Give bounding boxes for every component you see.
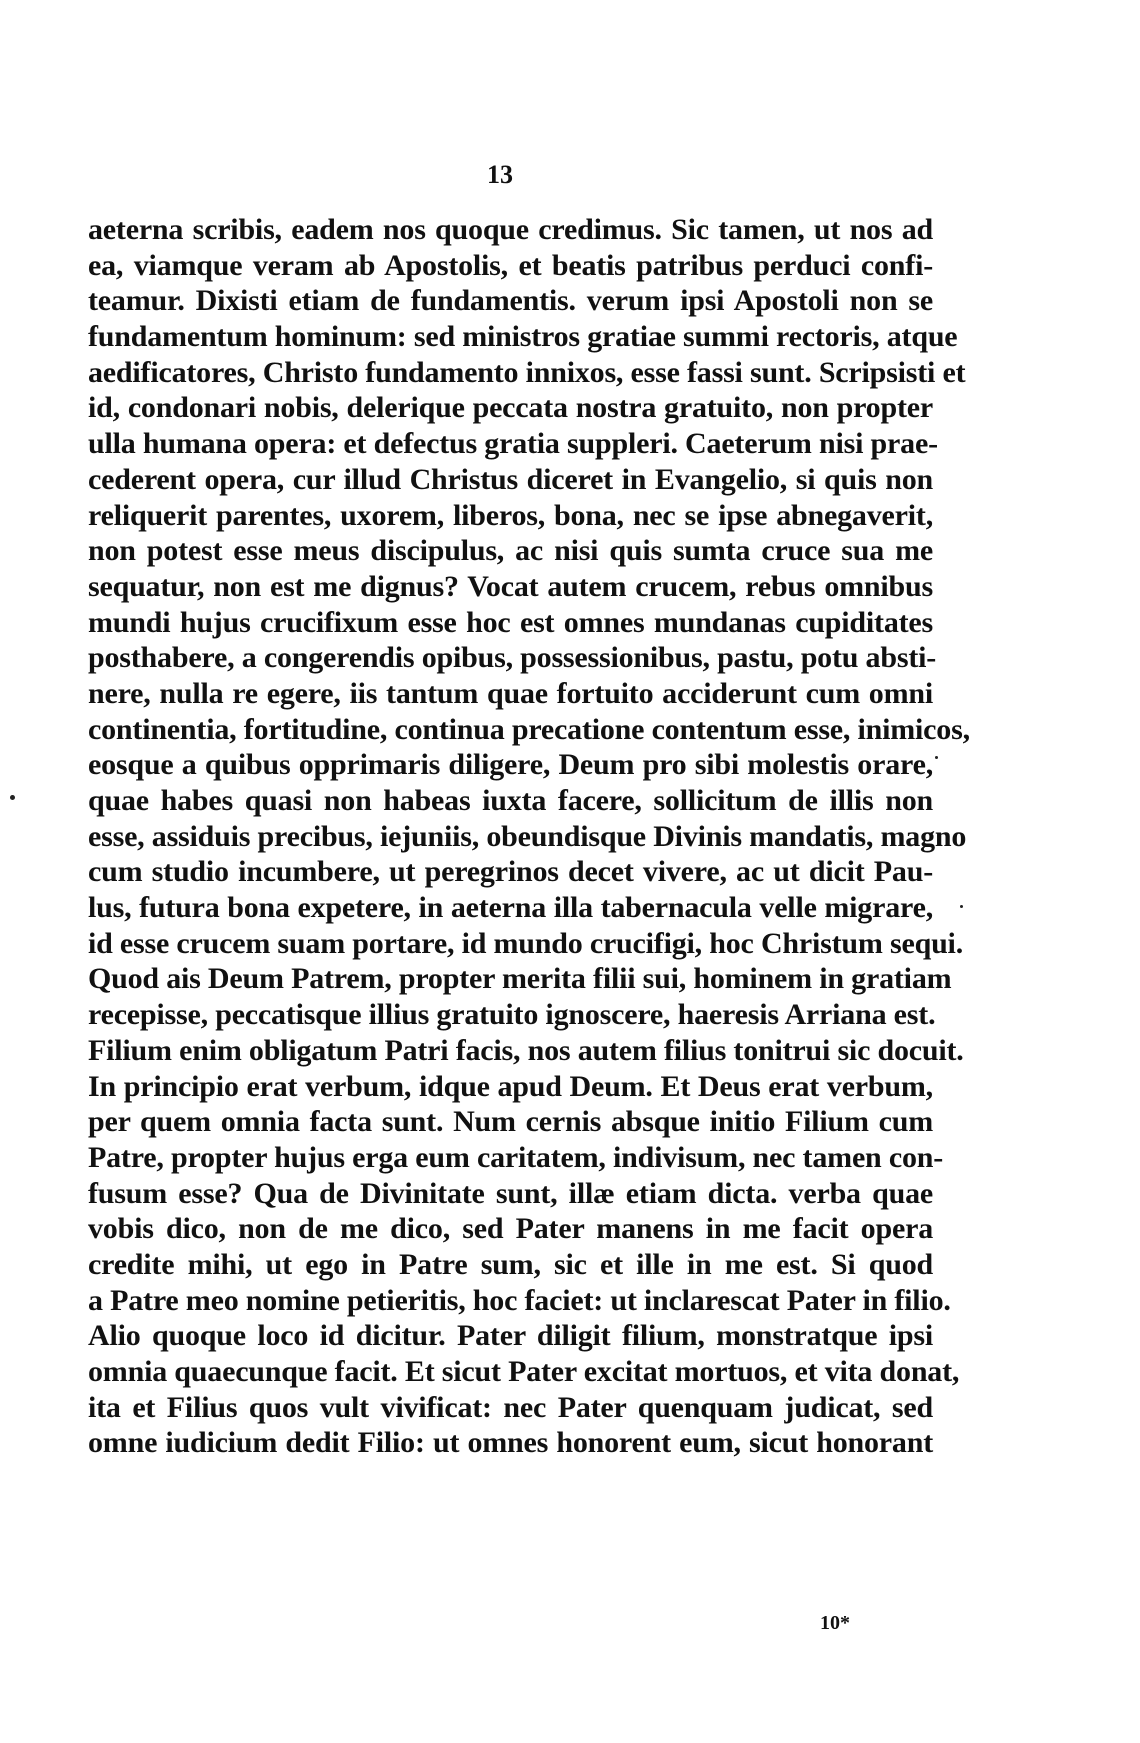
text-line: Patre, propter hujus erga eum caritatem, indivisum, nec tamen con- [88,1140,944,1174]
text-line: sequatur, non est me dignus? Vocat autem crucem, rebus omnibus [88,569,933,603]
text-line: id, condonari nobis, delerique peccata nostra gratuito, non propter [88,391,933,425]
text-line: credite mihi, ut ego in Patre sum, sic et ille in me est. Si quod [88,1247,933,1281]
text-line: Quod ais Deum Patrem, propter merita filii sui, hominem in gratiam [88,962,952,996]
text-line: omnia quaecunque facit. Et sicut Pater excitat mortuos, et vita donat, [88,1355,960,1388]
text-line: reliquerit parentes, uxorem, liberos, bona, nec se ipse abnegaverit, [88,498,933,532]
ink-speck [935,756,938,759]
text-line: posthabere, a congerendis opibus, possessionibus, pastu, potu absti- [88,641,937,675]
body-text [88,212,970,1461]
text-line: fusum esse? Qua de Divinitate sunt, illæ etiam dicta. verba quae [88,1176,933,1210]
text-line: per quem omnia facta sunt. Num cernis absque initio Filium cum [88,1105,933,1139]
text-line: esse, assiduis precibus, iejuniis, obeundisque Divinis mandatis, magno [88,819,967,853]
text-line: continentia, fortitudine, continua precatione contentum esse, inimicos, [88,712,970,746]
ink-speck [960,905,963,908]
text-line: mundi hujus crucifixum esse hoc est omnes mundanas cupiditates [88,605,933,639]
text-line: aeterna scribis, eadem nos quoque credimus. Sic tamen, ut nos ad [88,213,933,246]
page-number: 13 [487,160,513,189]
text-line: fundamentum hominum: sed ministros gratiae summi rectoris, atque [88,320,958,354]
text-line: cum studio incumbere, ut peregrinos decet vivere, ac ut dicit Pau- [88,855,933,889]
text-line: In principio erat verbum, idque apud Deum. Et Deus erat verbum, [88,1069,933,1103]
text-line: ulla humana opera: et defectus gratia suppleri. Caeterum nisi prae- [88,427,938,461]
text-line: ea, viamque veram ab Apostolis, et beatis patribus perduci confi- [88,248,933,282]
text-line: id esse crucem suam portare, id mundo crucifigi, hoc Christum sequi. [88,926,963,960]
text-line: aedificatores, Christo fundamento innixos, esse fassi sunt. Scripsisti et [88,355,966,389]
text-line: Alio quoque loco id dicitur. Pater diligit filium, monstratque ipsi [88,1319,933,1353]
text-line: quae habes quasi non habeas iuxta facere, sollicitum de illis non [88,784,933,817]
text-line: eosque a quibus opprimaris diligere, Deum pro sibi molestis orare, [88,748,933,782]
text-line: cederent opera, cur illud Christus diceret in Evangelio, si quis non [88,462,933,496]
text-line: lus, futura bona expetere, in aeterna illa tabernacula velle migrare, [88,891,933,925]
text-line: a Patre meo nomine petieritis, hoc faciet: ut inclarescat Pater in filio. [88,1283,951,1317]
text-line: vobis dico, non de me dico, sed Pater manens in me facit opera [88,1212,933,1246]
text-line: Filium enim obligatum Patri facis, nos autem filius tonitrui sic docuit. [88,1033,964,1067]
text-line: teamur. Dixisti etiam de fundamentis. verum ipsi Apostoli non se [88,284,933,318]
signature-mark: 10* [820,1612,850,1634]
text-line: non potest esse meus discipulus, ac nisi quis sumta cruce sua me [88,534,933,568]
text-line: nere, nulla re egere, iis tantum quae fortuito acciderunt cum omni [88,676,933,710]
ink-speck [10,795,15,800]
text-line: omne iudicium dedit Filio: ut omnes honorent eum, sicut honorant [88,1426,933,1460]
text-line: recepisse, peccatisque illius gratuito ignoscere, haeresis Arriana est. [88,998,936,1032]
text-line: ita et Filius quos vult vivificat: nec Pater quenquam judicat, sed [88,1390,933,1424]
